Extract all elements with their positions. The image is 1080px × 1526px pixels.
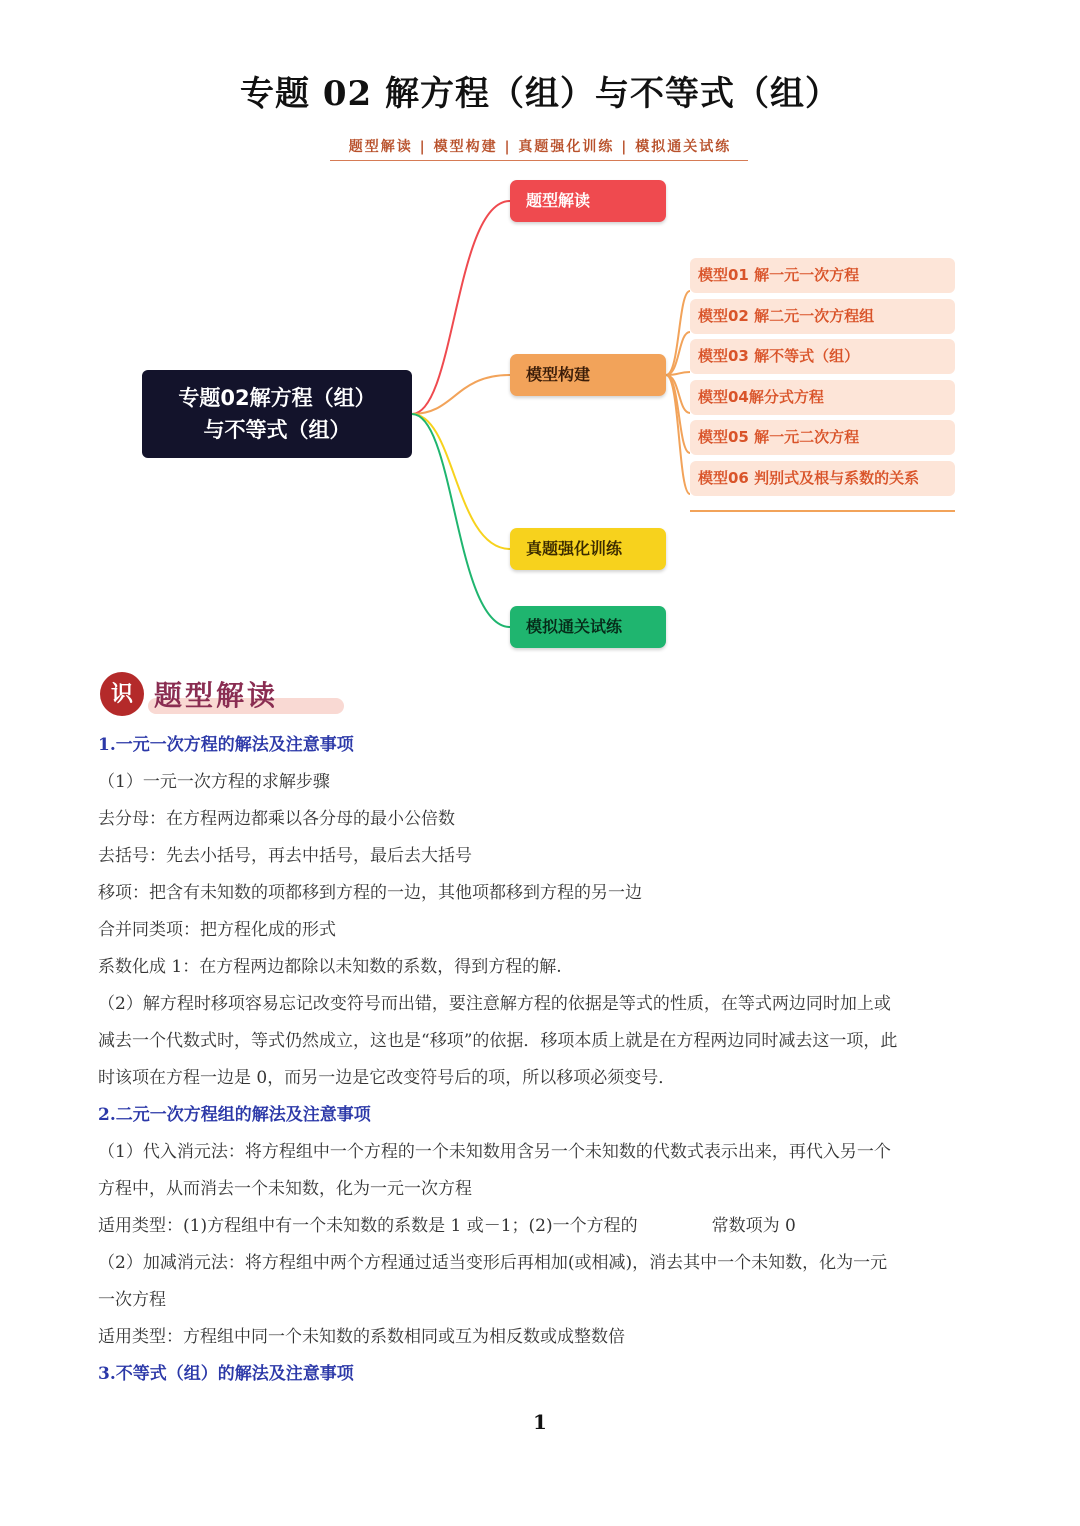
- paragraph-line: [98, 1208, 984, 1245]
- paragraph-line: 适用类型：方程组中同一个未知数的系数相同或互为相反数或成整数倍: [98, 1327, 625, 1347]
- branch-exam-training: 真题强化训练: [510, 528, 666, 570]
- paragraph-line: 去括号：先去小括号，再去中括号，最后去大括号: [98, 846, 472, 866]
- model-item: 模型04解分式方程: [690, 380, 955, 415]
- subnav-text: 题型解读 | 模型构建 | 真题强化训练 | 模拟通关试练: [348, 139, 732, 155]
- paragraph-line: （1）一元一次方程的求解步骤: [98, 772, 330, 792]
- model-item: 模型03 解不等式（组）: [690, 339, 955, 374]
- model-item: 模型06 判别式及根与系数的关系: [690, 461, 955, 496]
- model-item: 模型05 解一元二次方程: [690, 420, 955, 455]
- root-node: [142, 370, 412, 458]
- paragraph-line: （2）解方程时移项容易忘记改变符号而出错，要注意解方程的依据是等式的性质，在等式两边同时加上或: [98, 994, 891, 1014]
- paragraph-line-part: 适用类型：(1)方程组中有一个未知数的系数是 1 或－1；(2)一个方程的: [98, 1216, 638, 1236]
- paragraph-line: 一次方程: [98, 1290, 166, 1310]
- paragraph-line: 移项：把含有未知数的项都移到方程的一边，其他项都移到方程的另一边: [98, 883, 642, 903]
- sub-navigation: [0, 136, 1080, 156]
- section-heading: 2.二元一次方程组的解法及注意事项: [98, 1105, 371, 1125]
- paragraph-line: 减去一个代数式时，等式仍然成立，这也是“移项”的依据．移项本质上就是在方程两边同时减去这一项，此: [98, 1031, 898, 1051]
- section-banner: [100, 670, 300, 720]
- section-heading: 1.一元一次方程的解法及注意事项: [98, 735, 354, 755]
- branch-question-type: 题型解读: [510, 180, 666, 222]
- page-title: 专题 02 解方程（组）与不等式（组）: [240, 74, 840, 114]
- model-item: 模型01 解一元一次方程: [690, 258, 955, 293]
- page-number: 1: [533, 1410, 547, 1434]
- paragraph-line: （1）代入消元法：将方程组中一个方程的一个未知数用含另一个未知数的代数式表示出来，再代入另一个: [98, 1142, 891, 1162]
- subnav-underline: [330, 160, 748, 161]
- paragraph-line: 方程中，从而消去一个未知数，化为一元一次方程: [98, 1179, 472, 1199]
- branch-mock-test: 模拟通关试练: [510, 606, 666, 648]
- root-line-1: 专题02解方程（组）: [178, 386, 376, 410]
- paragraph-line: 系数化成 1：在方程两边都除以未知数的系数，得到方程的解.: [98, 957, 562, 977]
- branch-model-building: 模型构建: [510, 354, 666, 396]
- seal-icon: 识: [100, 672, 144, 716]
- paragraph-line: 时该项在方程一边是 0，而另一边是它改变符号后的项，所以移项必须变号．: [98, 1068, 676, 1088]
- body-text: [98, 727, 984, 1393]
- section-heading: 3.不等式（组）的解法及注意事项: [98, 1364, 354, 1384]
- root-line-2: 与不等式（组）: [203, 418, 351, 442]
- paragraph-line: 合并同类项：把方程化成的形式: [98, 920, 336, 940]
- paragraph-line: （2）加减消元法：将方程组中两个方程通过适当变形后再相加(或相减)，消去其中一个未知数，化为一元: [98, 1253, 888, 1273]
- paragraph-line-part: 常数项为 0: [711, 1216, 796, 1236]
- section-title: 题型解读: [154, 679, 279, 712]
- model-item: 模型02 解二元一次方程组: [690, 299, 955, 334]
- mind-map: [0, 170, 1080, 660]
- paragraph-line: 去分母：在方程两边都乘以各分母的最小公倍数: [98, 809, 455, 829]
